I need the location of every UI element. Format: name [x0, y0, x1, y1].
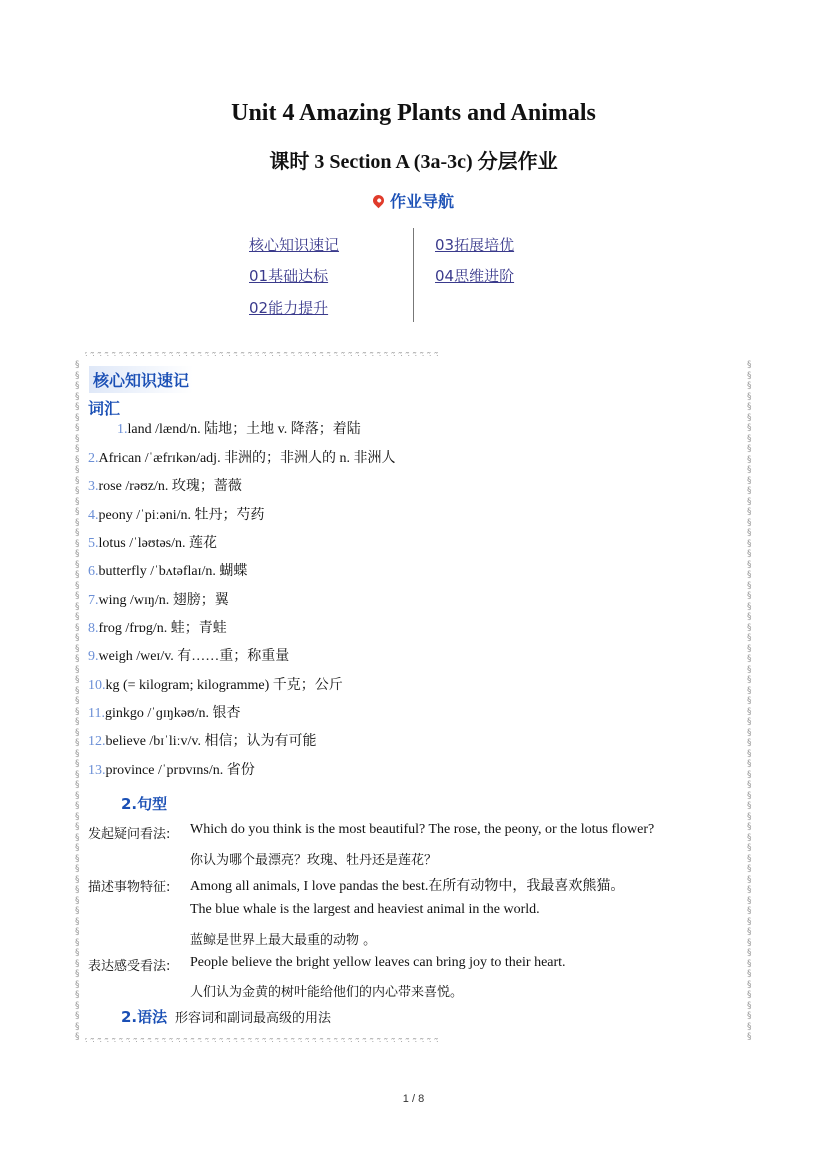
vocab-number: 6. [88, 564, 99, 579]
sentence-heading: 2.句型 [121, 795, 168, 813]
vocab-number: 4. [88, 508, 99, 523]
map-pin-icon [371, 193, 387, 209]
vocab-item [88, 645, 289, 665]
vocab-number: 11. [88, 706, 105, 721]
vocab-heading: 词汇 [88, 399, 121, 418]
vocab-item [88, 560, 247, 580]
vocab-item [88, 759, 255, 779]
vocab-text: weigh /weɪ/v. 有……重；称重量 [98, 649, 290, 664]
vocab-text: ginkgo /ˈɡɪŋkəʊ/n. 银杏 [104, 706, 241, 721]
nav-link-thinking[interactable]: 04思维进阶 [435, 267, 515, 285]
vocab-item [88, 617, 227, 637]
nav-link-basic[interactable]: 01基础达标 [249, 267, 329, 285]
section-heading: 核心知识速记 [89, 366, 193, 393]
vocab-item [88, 447, 396, 467]
box-border-right: § § § § § § § § § § § § § § § § § § § § § § § § § § § § § § § § § § § § § § § § § § § § § § § § § § § § § § § § § § § § § § § § § [747, 360, 752, 1040]
sentence-label: 发起疑问看法: [88, 827, 171, 842]
vocab-item [88, 532, 217, 552]
vocab-number: 13. [88, 763, 106, 778]
grammar-text: 形容词和副词最高级的用法 [175, 1011, 332, 1026]
vocab-number: 12. [88, 734, 106, 749]
sentence-english-2: The blue whale is the largest and heaviest animal in the world. [190, 902, 540, 917]
vocab-number: 5. [88, 536, 99, 551]
vocab-number: 1. [117, 422, 128, 437]
nav-link-ability[interactable]: 02能力提升 [249, 299, 329, 317]
sentence-label: 表达感受看法: [88, 959, 171, 974]
vocab-text: lotus /ˈləʊtəs/n. 莲花 [98, 536, 218, 551]
nav-heading-text: 作业导航 [389, 192, 454, 211]
sentence-chinese: 人们认为金黄的树叶能给他们的内心带来喜悦。 [190, 985, 464, 1000]
vocab-text: believe /bɪˈliːv/v. 相信；认为有可能 [105, 734, 317, 749]
vocab-item [117, 418, 361, 438]
sentence-english: Among all animals, I love pandas the best.在所有动物中，我最喜欢熊猫。 [190, 879, 625, 894]
sentence-chinese: 蓝鲸是世界上最大最重的动物 。 [190, 933, 377, 948]
nav-link-extension[interactable]: 03拓展培优 [435, 236, 515, 254]
vocab-text: African /ˈæfrɪkən/adj. 非洲的；非洲人的 n. 非洲人 [98, 451, 396, 466]
box-border-top: ᐧ᷉ ᐧ᷉ ᐧ᷉ ᐧ᷉ ᐧ᷉ ᐧ᷉ ᐧ᷉ ᐧ᷉ ᐧ᷉ ᐧ᷉ ᐧ᷉ ᐧ᷉ ᐧ᷉ ᐧ᷉ ᐧ᷉ ᐧ᷉ ᐧ᷉ ᐧ᷉ ᐧ᷉ ᐧ᷉ ᐧ᷉ ᐧ᷉ ᐧ᷉ ᐧ᷉ ᐧ᷉ ᐧ᷉ ᐧ᷉ ᐧ᷉ ᐧ᷉ ᐧ᷉ ᐧ᷉ ᐧ᷉ ᐧ᷉ ᐧ᷉ ᐧ᷉ ᐧ᷉ ᐧ᷉ ᐧ᷉ ᐧ᷉ ᐧ᷉ ᐧ᷉ ᐧ᷉ ᐧ᷉ ᐧ᷉ ᐧ᷉ ᐧ᷉ ᐧ᷉ ᐧ᷉ ᐧ᷉ ᐧ᷉ [85, 352, 440, 362]
page-number: 1 / 8 [402, 1093, 425, 1105]
vocab-text: wing /wɪŋ/n. 翅膀；翼 [98, 593, 229, 608]
vocab-text: rose /rəʊz/n. 玫瑰；蔷薇 [98, 479, 242, 494]
vocab-item [88, 504, 265, 524]
sentence-label: 描述事物特征: [88, 880, 171, 895]
vocab-item [88, 730, 317, 750]
sentence-english: Which do you think is the most beautiful? The rose, the peony, or the lotus flower? [190, 822, 655, 837]
page-title: Unit 4 Amazing Plants and Animals [231, 100, 596, 126]
nav-heading [0, 189, 827, 212]
box-border-bottom: ᐧ᷉ ᐧ᷉ ᐧ᷉ ᐧ᷉ ᐧ᷉ ᐧ᷉ ᐧ᷉ ᐧ᷉ ᐧ᷉ ᐧ᷉ ᐧ᷉ ᐧ᷉ ᐧ᷉ ᐧ᷉ ᐧ᷉ ᐧ᷉ ᐧ᷉ ᐧ᷉ ᐧ᷉ ᐧ᷉ ᐧ᷉ ᐧ᷉ ᐧ᷉ ᐧ᷉ ᐧ᷉ ᐧ᷉ ᐧ᷉ ᐧ᷉ ᐧ᷉ ᐧ᷉ ᐧ᷉ ᐧ᷉ ᐧ᷉ ᐧ᷉ ᐧ᷉ ᐧ᷉ ᐧ᷉ ᐧ᷉ ᐧ᷉ ᐧ᷉ ᐧ᷉ ᐧ᷉ ᐧ᷉ ᐧ᷉ ᐧ᷉ ᐧ᷉ ᐧ᷉ ᐧ᷉ ᐧ᷉ ᐧ᷉ [85, 1038, 440, 1048]
sentence-chinese: 你认为哪个最漂亮？玫瑰、牡丹还是莲花？ [190, 853, 438, 868]
box-border-left: § § § § § § § § § § § § § § § § § § § § § § § § § § § § § § § § § § § § § § § § § § § § § § § § § § § § § § § § § § § § § § § § § [75, 360, 80, 1040]
vocab-item [88, 475, 242, 495]
vocab-number: 9. [88, 649, 99, 664]
vocab-number: 2. [88, 451, 99, 466]
vocab-item [88, 702, 241, 722]
vocab-number: 10. [88, 678, 106, 693]
vocab-number: 8. [88, 621, 99, 636]
vocab-item [88, 674, 343, 694]
vocab-text: butterfly /ˈbʌtəflaɪ/n. 蝴蝶 [98, 564, 248, 579]
vocab-number: 7. [88, 593, 99, 608]
vocab-text: province /ˈprɒvɪns/n. 省份 [105, 763, 255, 778]
page-subtitle: 课时 3 Section A (3a-3c) 分层作业 [269, 151, 558, 173]
nav-link-core-knowledge[interactable]: 核心知识速记 [249, 236, 340, 254]
vocab-text: frog /frɒg/n. 蛙；青蛙 [98, 621, 227, 636]
vocab-text: land /lænd/n. 陆地；土地 v. 降落；着陆 [127, 422, 361, 437]
sentence-english: People believe the bright yellow leaves can bring joy to their heart. [190, 955, 566, 970]
vocab-item [88, 589, 229, 609]
vocab-text: peony /ˈpiːəni/n. 牡丹；芍药 [98, 508, 265, 523]
nav-divider [413, 228, 414, 322]
vocab-number: 3. [88, 479, 99, 494]
vocab-text: kg (= kilogram; kilogramme) 千克；公斤 [105, 678, 343, 693]
grammar-heading: 2.语法 [121, 1008, 168, 1026]
